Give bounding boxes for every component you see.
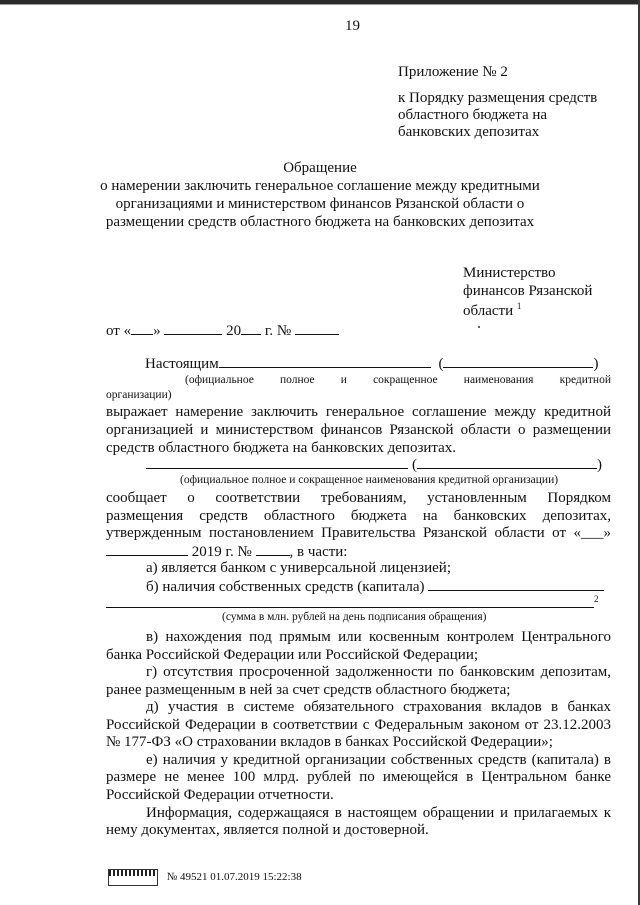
org-name-short-blank <box>443 354 593 368</box>
heading-title: Обращение <box>283 160 357 176</box>
addressee-line-3: области $^1$ <box>463 301 522 319</box>
year-prefix: 20 <box>226 323 242 339</box>
item-e-line-1: е) наличия у кредитной организации собственных средств (капитала) в <box>146 752 611 768</box>
item-g-line-1: г) отсутствия просроченной задолженности по банковским депозитам, <box>146 664 611 680</box>
item-v-line-1: в) нахождения под прямым или косвенным контролем Центрального <box>146 629 611 645</box>
caption-org-name-a: (официальное полное и сокращенное наименования кредитной <box>185 374 611 386</box>
caption-org-name-2: (официальное полное и сокращенное наименования кредитной организации) <box>180 474 559 486</box>
capital-amount-blank <box>428 577 604 591</box>
addressee-line-1: Министерство <box>463 265 556 281</box>
number-label: г. № <box>264 323 292 339</box>
item-d-line-3: № 177-ФЗ «О страховании вкладов в банках Российской Федерации»; <box>106 734 553 750</box>
para2-line-2: размещения средств областного бюджета на банковских депозитах, <box>106 508 611 524</box>
year-blank <box>241 321 261 335</box>
nastoyashchim-word: Настоящим <box>145 356 219 372</box>
para2-line-4: 2019 г. № , в части: <box>106 542 347 561</box>
heading-line-1: о намерении заключить генеральное соглашение между кредитными <box>100 178 540 194</box>
para1-line-3: средств областного бюджета на банковских депозитах. <box>106 440 457 456</box>
footnote-mark-1: 1 <box>516 301 522 311</box>
footnote-mark-2: 2 <box>594 594 599 604</box>
caption-capital-amount: (сумма в млн. рублей на день подписания обращения) <box>222 611 487 623</box>
org-name-line-2: ( ) <box>146 455 602 474</box>
item-e-line-2: размере не менее 100 млрд. рублей по имеющейся в Центральном банке <box>106 769 611 785</box>
item-d-line-1: д) участия в системе обязательного страхования вкладов в банках <box>146 699 611 715</box>
number-blank <box>295 321 339 335</box>
appendix-line-2: областного бюджета на <box>398 107 548 123</box>
heading-line-2: организациями и министерством финансов Рязанской области о <box>115 196 525 212</box>
date-line <box>106 321 339 340</box>
appendix-title: Приложение № 2 <box>398 64 508 80</box>
org-name-short-blank-2 <box>417 455 597 469</box>
info-line-2: нему документах, является полной и достоверной. <box>106 822 429 838</box>
para2-line-1: сообщает о соответствии требованиям, установленным Порядком <box>106 490 611 506</box>
appendix-line-1: к Порядку размещения средств <box>398 90 598 106</box>
org-name-full-blank-2 <box>146 455 408 469</box>
date-from-label: от « <box>106 323 132 339</box>
para1-line-1: выражает намерение заключить генеральное соглашение между кредитной <box>106 404 611 420</box>
footer-stamp <box>108 869 302 886</box>
item-g-line-2: ранее размещенным в ней за счет средств областного бюджета; <box>106 682 511 698</box>
para2-line-3: утвержденным постановлением Правительства Рязанской области от «___» <box>106 525 611 541</box>
item-e-line-3: Российской Федерации отчетности. <box>106 787 334 803</box>
nastoyashchim-line: Настоящим ( ) <box>145 356 599 372</box>
date-close-quote: » <box>153 323 161 339</box>
info-line-1: Информация, содержащаяся в настоящем обращении и прилагаемых к <box>146 805 611 821</box>
scan-speck <box>478 326 480 328</box>
item-d-line-2: Российской Федерации в соответствии с Федеральным законом от 23.12.2003 <box>106 717 611 733</box>
registration-stamp-text: № 49521 01.07.2019 15:22:38 <box>166 871 302 884</box>
addressee-line-2: финансов Рязанской <box>463 283 593 299</box>
month-blank <box>164 321 222 335</box>
scan-edge-top-shade <box>0 4 640 5</box>
day-blank <box>131 321 153 335</box>
item-a: а) является банком с универсальной лицензией; <box>146 560 451 576</box>
government-logo <box>108 869 158 886</box>
para1-line-2: организацией и министерством финансов Рязанской области о размещении <box>106 422 611 438</box>
org-name-full-blank <box>219 354 431 368</box>
appendix-line-3: банковских депозитах <box>398 124 540 140</box>
capital-amount-blank-2 <box>106 594 594 608</box>
page-number: 19 <box>345 18 360 34</box>
item-b-line: б) наличия собственных средств (капитала) <box>146 577 604 596</box>
date-blank-2019 <box>106 542 188 556</box>
heading-line-3: размещении средств областного бюджета на банковских депозитах <box>105 214 535 230</box>
resolution-number-blank <box>256 542 290 556</box>
caption-org-name-b: организации) <box>106 389 172 401</box>
item-v-line-2: банка Российской Федерации или Российской Федерации; <box>106 647 479 663</box>
